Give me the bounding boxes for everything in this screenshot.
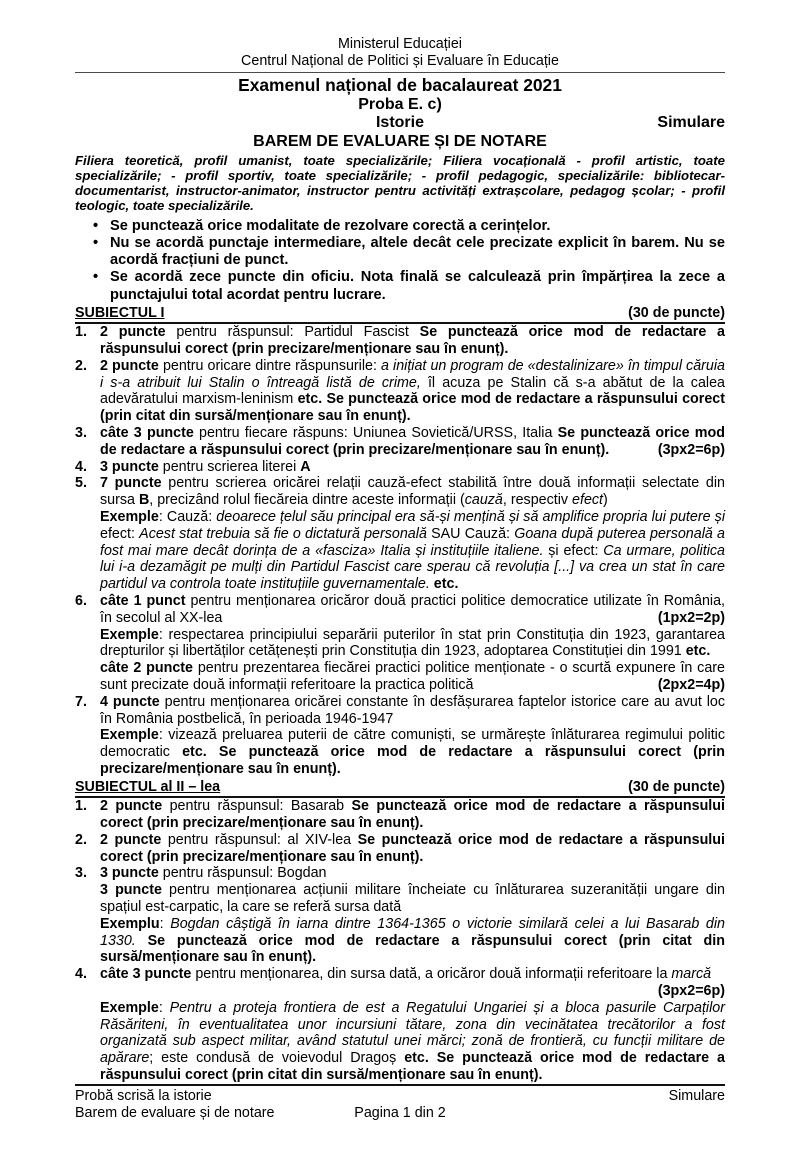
general-rules-list [75, 218, 725, 304]
points-value: (3px2=6p) [657, 983, 725, 1000]
barem-item [75, 459, 725, 476]
rule-item [75, 269, 725, 303]
bullet-icon: • [93, 269, 99, 286]
text-run: pentru răspunsul: al XIV-lea [167, 831, 358, 848]
rule-item [75, 218, 725, 235]
text-run: Se punctează orice mod de redactare a răspunsului corect (prin precizare/menționare sau în enunț). [100, 798, 725, 832]
text-run: : [159, 915, 171, 932]
text-run: ; este condusă de voievodul Dragoș [149, 1050, 405, 1067]
footer-page-number: Pagina 1 din 2 [354, 1104, 446, 1121]
section-heading [75, 305, 725, 325]
text-run: Se punctează orice mod de redactare a răspunsului corect (prin precizare/menționare sau în enunț). [100, 425, 725, 458]
points-value: (2px2=4p) [652, 677, 725, 694]
item-paragraph [100, 916, 725, 966]
barem-item [75, 832, 725, 866]
text-run: SAU Cauză: [431, 525, 515, 542]
item-body [100, 832, 725, 866]
text-run: pentru scrierea literei [162, 458, 301, 475]
item-body [100, 475, 725, 593]
text-run: Pentru a proteja frontiera de est a Regatului Ungariei și a bloca pasurile Carpaților Răsăriteni, în eventualitatea unor incursiuni tătare, zona din vecinătatea trecătorilor a fost organizată sub aspect militar, având statutul unei mărci; zonă de frontieră, cu funcții militare de apărare [100, 999, 725, 1067]
item-paragraph [100, 475, 725, 509]
item-paragraph [100, 865, 725, 882]
footer-session: Simulare [668, 1087, 725, 1104]
item-number: 2. [75, 357, 87, 374]
item-paragraph [100, 882, 725, 916]
rule-item [75, 235, 725, 269]
text-run: câte 2 puncte [100, 660, 198, 677]
text-run: Se punctează orice mod de redactare a răspunsului corect (prin precizare/menționare sau în enunț). [100, 324, 725, 358]
item-number: 1. [75, 324, 87, 341]
text-run: pentru menționarea oricăror două practici politice democratice utilizate în România, în secolul al XX-lea [100, 592, 725, 626]
text-run: Exemple [100, 626, 159, 643]
rule-text: Se acordă zece puncte din oficiu. Nota finală se calculează prin împărțirea la zece a punctajului total acordat pentru lucrare. [110, 269, 725, 303]
text-run: Exemple [100, 727, 159, 744]
text-run: : respectarea principiului separării puterilor în stat prin Constituția din 1923, garantarea drepturilor și libertăților cetățenești prin Constituția din 1923, adoptarea Constituției din 1991 [100, 626, 725, 660]
barem-item [75, 593, 725, 694]
text-run: etc. Se punctează orice mod de redactare a răspunsului corect (prin citat din sursă/menționare sau în enunț). [100, 1050, 725, 1083]
barem-item [75, 475, 725, 593]
item-body [100, 798, 725, 832]
item-number: 5. [75, 475, 87, 492]
barem-item [75, 966, 725, 1084]
item-paragraph [100, 509, 725, 593]
item-number: 2. [75, 831, 87, 848]
text-run: efect [572, 492, 604, 509]
text-run: pentru răspunsul: Basarab [169, 798, 352, 815]
item-number: 6. [75, 592, 87, 609]
text-run: 2 puncte [100, 798, 170, 815]
text-run: ) [603, 492, 608, 509]
item-paragraph [100, 727, 725, 777]
item-paragraph [100, 593, 725, 627]
item-paragraph [100, 627, 725, 661]
text-run: etc. [433, 576, 459, 593]
text-run: deoarece țelul său principal era să-și mențină și să amplifice propria lui putere și [216, 509, 725, 525]
subject-name: Istorie [375, 114, 424, 132]
item-body [100, 865, 725, 966]
item-body [100, 358, 725, 425]
text-run: pentru oricare dintre răspunsurile: [162, 357, 382, 374]
text-run: etc. [685, 643, 711, 660]
text-run: Exemplu [100, 915, 160, 932]
bullet-icon: • [93, 234, 99, 251]
item-paragraph [100, 832, 725, 866]
item-paragraph [100, 966, 725, 983]
text-run: îl acuza pe Stalin că s-a abătut de la calea adevăratului marxism-leninism [100, 374, 725, 408]
points-value: (3px2=6p) [652, 442, 725, 459]
text-run: , precizând rolul fiecăreia dintre aceste informații ( [149, 492, 465, 509]
text-run: pentru răspunsul: Bogdan [162, 865, 327, 882]
text-run: pentru menționarea oricărei constante în desfășurarea faptelor istorice care au avut loc în România postbelică, în perioada 1946-1947 [100, 693, 725, 727]
section-title: SUBIECTUL al II – lea [75, 778, 221, 795]
text-run: pentru scrierea oricărei relații cauză-efect stabilită între două informații selectate din sursa [100, 475, 725, 509]
text-run: marcă [671, 966, 712, 983]
item-body [100, 324, 725, 358]
item-paragraph [100, 358, 725, 425]
text-run: etc. Se punctează orice mod de redactare a răspunsului corect (prin citat din sursă/menționare sau în enunț). [100, 391, 726, 425]
text-run: Bogdan câștigă în iarna dintre 1364-1365 o victorie similară celei a lui Basarab din 1330. [100, 915, 725, 949]
text-run: 2 puncte [100, 831, 168, 848]
text-run: cauză [464, 492, 503, 509]
text-run: efect: [100, 525, 140, 542]
text-run: pentru menționarea acțiunii militare încheiate cu înlăturarea suzeranității ungare din spațiul est-carpatic, la care se referă sursa dată [100, 882, 726, 916]
item-number: 1. [75, 798, 87, 815]
page-footer [75, 1084, 725, 1122]
text-run: pentru fiecare răspuns: Uniunea Sovietică/URSS, Italia [199, 425, 558, 442]
subject-session-row [75, 114, 725, 133]
item-paragraph [100, 1000, 725, 1084]
item-paragraph [100, 660, 725, 694]
footer-row-1 [75, 1088, 725, 1105]
text-run: 7 puncte [100, 475, 169, 492]
text-run: pentru prezentarea fiecărei practici politice menționate - o scurtă expunere în care sunt precizate două informații referitoare la practica politică [100, 660, 725, 693]
text-run: Se punctează orice mod de redactare a răspunsului corect (prin citat din sursă/menționare sau în enunț). [100, 932, 726, 966]
text-run: câte 3 puncte [100, 425, 200, 442]
section-points: (30 de puncte) [628, 304, 725, 321]
text-run: câte 3 puncte [100, 966, 196, 983]
exam-title: Examenul național de bacalaureat 2021 [238, 74, 562, 95]
text-run: B [138, 492, 150, 509]
text-run: 3 puncte [100, 865, 163, 882]
item-number: 4. [75, 458, 87, 475]
points-value: (1px2=2p) [652, 610, 725, 627]
item-number: 4. [75, 966, 87, 983]
item-number: 3. [75, 425, 87, 442]
item-body [100, 593, 725, 694]
item-number: 3. [75, 865, 87, 882]
text-run: pentru menționarea, din sursa dată, a oricăror două informații referitoare la [195, 966, 672, 983]
text-run: 3 puncte [100, 458, 163, 475]
rule-text: Se punctează orice modalitate de rezolvare corectă a cerințelor. [110, 217, 551, 234]
rule-text: Nu se acordă punctaje intermediare, altele decât cele precizate explicit în barem. Nu se acordă fracțiuni de punct. [110, 234, 725, 269]
ministry-name: Ministerul Educației [338, 36, 462, 52]
text-run: 2 puncte [100, 324, 177, 341]
text-run: Ca urmare, politica lui i-a dezamăgit pe mulți din Partidul Fascist care sperau că revoluția [...] va crea un stat în care partidul va controla toate instituțiile guvernamentale. [100, 542, 725, 593]
footer-exam-type: Probă scrisă la istorie [75, 1087, 212, 1104]
center-name: Centrul Național de Politici și Evaluare în Educație [241, 52, 559, 69]
text-run: 4 puncte [100, 693, 165, 710]
filiera-note: Filiera teoretică, profil umanist, toate specializările; Filiera vocațională - profil artistic, toate specializările; - profil sportiv, toate specializările; - profil pedagogic, specializările: bibliotecar-documentarist, instructor-animator, instructor pentru activități extrașcolare, pedagog școlar; - profil teologic, toate specializările. [75, 153, 725, 213]
text-run: Exemple [100, 509, 159, 525]
text-run: Goana după puterea personală a fost mai mare decât dorința de a «fasciza» Italia și instituțiile italiene. [100, 525, 725, 559]
item-body [100, 459, 725, 476]
text-run: : vizează preluarea puterii de către comuniști, se urmărește înlăturarea regimului politic democratic [100, 727, 725, 761]
barem-item [75, 358, 725, 425]
barem-item [75, 865, 725, 966]
text-run: : Cauză: [158, 509, 217, 525]
barem-item [75, 324, 725, 358]
text-run: Exemple [100, 999, 159, 1016]
title-block [75, 73, 725, 152]
sections-container [75, 304, 725, 1084]
section-title: SUBIECTUL I [75, 304, 165, 321]
text-run: Acest stat trebuia să fie o dictatură personală [139, 525, 432, 542]
footer-row-2 [75, 1105, 725, 1122]
text-run: pentru răspunsul: Partidul Fascist [176, 324, 420, 341]
item-paragraph [100, 798, 725, 832]
section-points: (30 de puncte) [628, 778, 725, 795]
text-run: 2 puncte [100, 357, 163, 374]
bullet-icon: • [93, 217, 99, 234]
text-run: Se punctează orice mod de redactare a răspunsului corect (prin precizare/menționare sau în enunț). [100, 831, 725, 865]
text-run: A [300, 458, 311, 475]
footer-doc-type: Barem de evaluare și de notare [75, 1104, 275, 1121]
session-label: Simulare [657, 114, 725, 132]
text-run: câte 1 punct [100, 592, 191, 609]
section-heading [75, 779, 725, 799]
text-run: : [158, 999, 170, 1016]
text-run: 3 puncte [100, 882, 170, 899]
barem-item [75, 425, 725, 459]
text-run: , respectiv [502, 492, 573, 509]
item-paragraph [100, 694, 725, 728]
item-body [100, 694, 725, 778]
barem-item [75, 798, 725, 832]
text-run: a inițiat un program de «destalinizare» în timpul căruia i s-a atribuit lui Stalin o întreagă listă de crime, [100, 357, 725, 391]
item-paragraph [100, 324, 725, 358]
document-header [75, 36, 725, 73]
barem-title: BAREM DE EVALUARE ȘI DE NOTARE [253, 132, 547, 150]
item-body [100, 425, 725, 459]
item-paragraph [100, 425, 725, 459]
item-paragraph [100, 459, 725, 476]
item-body [100, 966, 725, 1084]
exam-probe: Proba E. c) [358, 95, 442, 113]
text-run: etc. Se punctează orice mod de redactare a răspunsului corect (prin precizare/menționare sau în enunț). [100, 744, 725, 777]
item-number: 7. [75, 693, 87, 710]
item-paragraph [100, 983, 725, 1000]
barem-item [75, 694, 725, 778]
text-run: și efect: [548, 542, 604, 559]
